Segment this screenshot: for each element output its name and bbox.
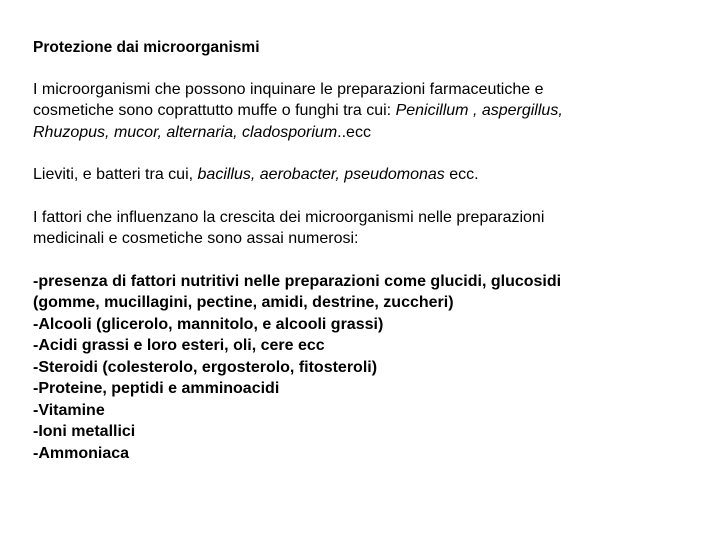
list-item: -Proteine, peptidi e amminoacidi <box>33 380 280 397</box>
list-item: -Alcooli (glicerolo, mannitolo, e alcooli grassi) <box>33 315 384 333</box>
growth-factors-list <box>33 271 693 465</box>
paragraph-text: cosmetiche sono coprattutto muffe o funghi tra cui: <box>33 102 396 119</box>
list-item: -Ammoniaca <box>33 444 130 462</box>
list-item: -presenza di fattori nutritivi nelle preparazioni come glucidi, glucosidi <box>33 272 562 290</box>
species-list-italic: Rhuzopus, mucor, alternaria, cladosporium <box>33 123 338 141</box>
list-item: -Acidi grassi e loro esteri, oli, cere ecc <box>33 337 325 354</box>
paragraph-text: ..ecc <box>337 123 371 141</box>
list-item: (gomme, mucillagini, pectine, amidi, destrine, zuccheri) <box>33 294 454 311</box>
slide-title: Protezione dai microorganismi <box>33 39 260 56</box>
list-item: -Ioni metallici <box>33 423 136 440</box>
species-list-italic: bacillus, aerobacter, pseudomonas <box>197 166 445 183</box>
paragraph-text: Lieviti, e batteri tra cui, <box>33 166 198 183</box>
paragraph-yeasts-bacteria <box>33 164 693 186</box>
paragraph-text: I microorganismi che possono inquinare le preparazioni farmaceutiche e <box>33 80 544 98</box>
paragraph-text: medicinali e cosmetiche sono assai numerosi: <box>33 230 359 247</box>
list-item: -Vitamine <box>33 401 105 419</box>
paragraph-growth-factors <box>33 207 693 250</box>
paragraph-text: ecc. <box>444 166 479 183</box>
list-item: -Steroidi (colesterolo, ergosterolo, fitosteroli) <box>33 358 378 376</box>
paragraph-molds-fungi <box>33 79 693 144</box>
species-list-italic: Penicillum , aspergillus, <box>395 102 563 119</box>
paragraph-text: I fattori che influenzano la crescita dei microorganismi nelle preparazioni <box>33 208 545 226</box>
slide-content <box>33 37 693 464</box>
